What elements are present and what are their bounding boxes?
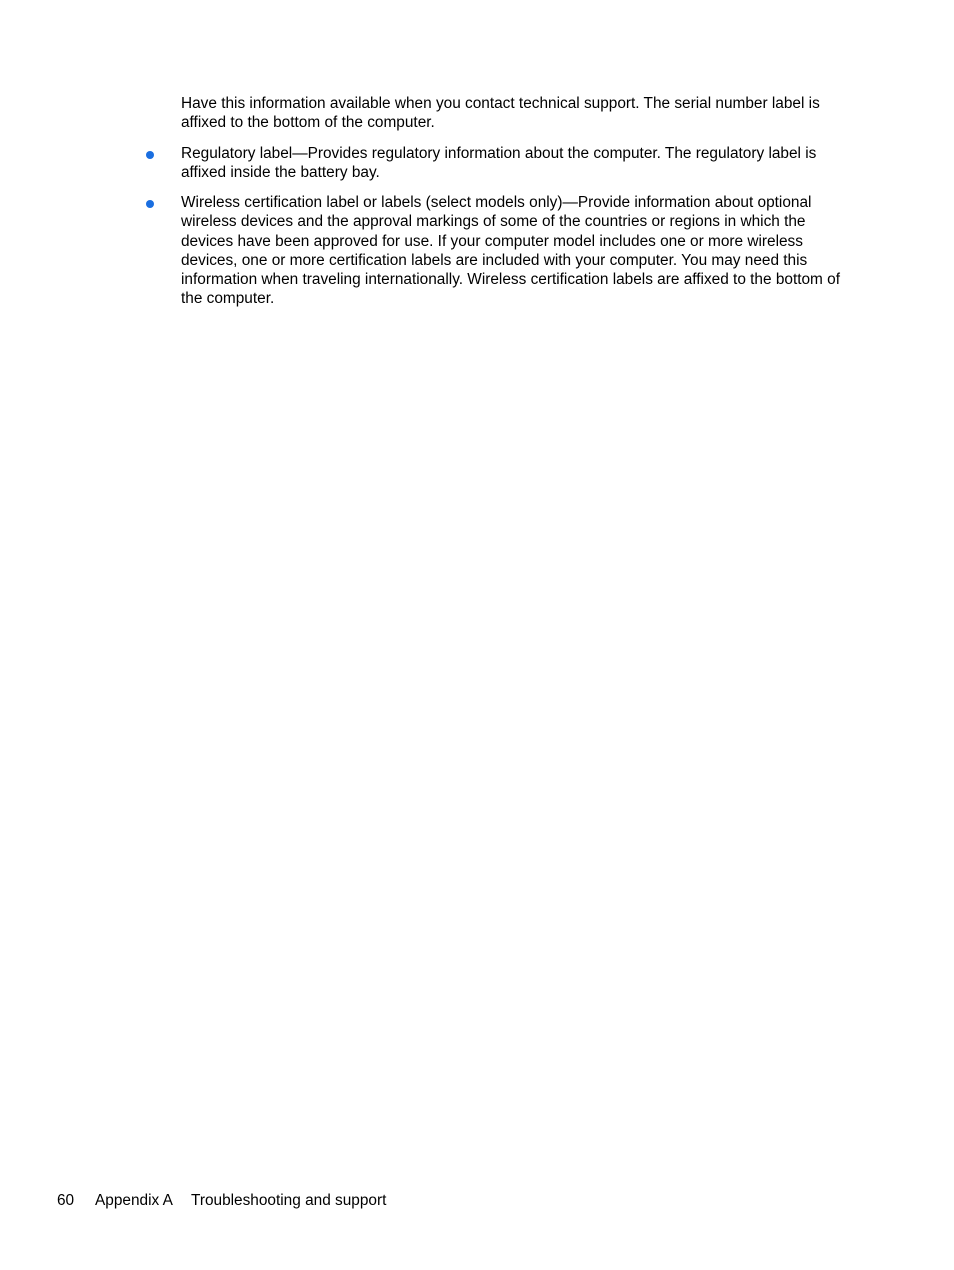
footer-appendix: Appendix A xyxy=(95,1192,173,1209)
page-number: 60 xyxy=(57,1192,75,1209)
intro-paragraph: Have this information available when you contact technical support. The serial number label is affixed to the bottom of the computer. xyxy=(181,95,820,132)
footer-section-title: Troubleshooting and support xyxy=(191,1192,387,1209)
bullet-icon xyxy=(146,200,154,208)
bullet-wireless-certification: Wireless certification label or labels (select models only)—Provide information about optional wireless devices and the approval markings of some of the countries or regions in which the devices have been approved for use. If your computer model includes one or more wireless devices, one or more certification labels are included with your computer. You may need this information when traveling internationally. Wireless certification labels are affixed to the bottom of the computer. xyxy=(181,194,840,308)
page-footer xyxy=(57,1191,386,1210)
bullet-icon xyxy=(146,151,154,159)
bullet-regulatory-label: Regulatory label—Provides regulatory information about the computer. The regulatory label is affixed inside the battery bay. xyxy=(181,145,817,182)
